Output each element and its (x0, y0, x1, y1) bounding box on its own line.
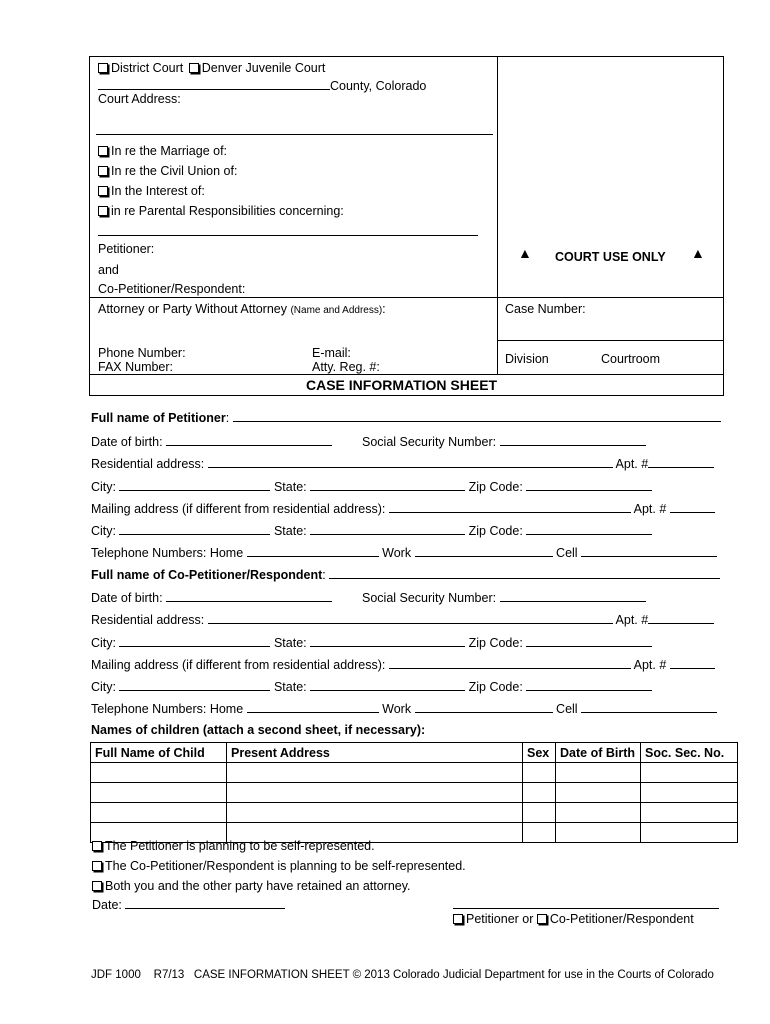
child-sex-cell[interactable] (523, 823, 556, 843)
table-row (91, 783, 738, 803)
in-re-marriage: In re the Marriage of: (98, 144, 227, 158)
child-ssn-cell[interactable] (641, 803, 738, 823)
co-petitioner-self-checkbox[interactable] (92, 861, 102, 871)
fax-label: FAX Number: (98, 360, 174, 374)
child-name-cell[interactable] (91, 803, 227, 823)
petitioner-label: Petitioner: (98, 242, 155, 256)
civil-union-checkbox[interactable] (98, 166, 108, 176)
petitioner-residential-field[interactable] (208, 455, 613, 468)
date-row: Date: (92, 896, 285, 912)
child-name-cell[interactable] (91, 763, 227, 783)
child-dob-cell[interactable] (556, 803, 641, 823)
arrow-up-icon: ▲ (518, 245, 532, 261)
caption-divider-title (89, 374, 724, 375)
attorney-label: Attorney or Party Without Attorney (Name and Address): (98, 302, 386, 316)
child-dob-cell[interactable] (556, 783, 641, 803)
child-ssn-cell[interactable] (641, 783, 738, 803)
petitioner-home-phone-field[interactable] (247, 544, 379, 557)
petitioner-self-represented: The Petitioner is planning to be self-represented. (92, 839, 375, 853)
petitioner-full-name-field[interactable] (233, 409, 721, 422)
column-header: Present Address (227, 743, 523, 763)
petitioner-dob-field[interactable] (166, 433, 332, 446)
co-petitioner-apt-field[interactable] (648, 611, 714, 624)
both-attorney: Both you and the other party have retained an attorney. (92, 879, 411, 893)
child-address-cell[interactable] (227, 763, 523, 783)
child-ssn-cell[interactable] (641, 763, 738, 783)
petitioner-state-field[interactable] (310, 478, 465, 491)
column-header: Soc. Sec. No. (641, 743, 738, 763)
child-sex-cell[interactable] (523, 803, 556, 823)
petitioner-city2-field[interactable] (119, 522, 270, 535)
co-petitioner-dob-field[interactable] (166, 589, 332, 602)
petitioner-mailing-field[interactable] (389, 500, 631, 513)
parental-checkbox[interactable] (98, 206, 108, 216)
table-header-row (91, 743, 738, 763)
petitioner-ssn-field[interactable] (500, 433, 646, 446)
column-header: Date of Birth (556, 743, 641, 763)
co-petitioner-mailing-row: Mailing address (if different from residential address): Apt. # (91, 656, 715, 672)
petitioner-full-name-row: Full name of Petitioner: (91, 409, 721, 425)
co-petitioner-state2-field[interactable] (310, 678, 465, 691)
co-petitioner-ssn-field[interactable] (500, 589, 646, 602)
signature-line[interactable] (453, 908, 719, 909)
district-court-checkbox[interactable] (98, 63, 108, 73)
case-number-label: Case Number: (505, 302, 586, 316)
county-line: County, Colorado (98, 77, 426, 93)
petitioner-city2-row: City: State: Zip Code: (91, 522, 652, 538)
co-petitioner-telephone-row: Telephone Numbers: Home Work Cell (91, 700, 717, 716)
co-petitioner-ssn-row: Social Security Number: (362, 589, 646, 605)
table-row (91, 763, 738, 783)
co-petitioner-residential-row: Residential address: Apt. # (91, 611, 714, 627)
in-interest: In the Interest of: (98, 184, 205, 198)
petitioner-zip-field[interactable] (526, 478, 652, 491)
marriage-checkbox[interactable] (98, 146, 108, 156)
co-petitioner-state-field[interactable] (310, 634, 465, 647)
both-attorney-checkbox[interactable] (92, 881, 102, 891)
co-petitioner-label: Co-Petitioner/Respondent: (98, 282, 246, 296)
court-type-line: District Court Denver Juvenile Court (98, 61, 325, 75)
co-petitioner-cell-phone-field[interactable] (581, 700, 717, 713)
co-petitioner-full-name-field[interactable] (329, 566, 720, 579)
caption-divider-vertical (497, 56, 498, 374)
petitioner-residential-row: Residential address: Apt. # (91, 455, 714, 471)
petitioner-work-phone-field[interactable] (415, 544, 553, 557)
petitioner-mailing-apt-field[interactable] (670, 500, 715, 513)
caption-divider-case (497, 340, 724, 341)
in-re-parental: in re Parental Responsibilities concerning: (98, 204, 344, 218)
email-label: E-mail: (312, 346, 351, 360)
column-header: Full Name of Child (91, 743, 227, 763)
petitioner-cell-phone-field[interactable] (581, 544, 717, 557)
co-petitioner-signer-checkbox[interactable] (537, 914, 547, 924)
court-address-field[interactable] (96, 134, 493, 135)
court-address-label: Court Address: (98, 92, 181, 106)
court-use-only-label: COURT USE ONLY (555, 250, 666, 264)
in-re-civil-union: In re the Civil Union of: (98, 164, 237, 178)
date-field[interactable] (125, 896, 285, 909)
county-field[interactable] (98, 77, 330, 90)
column-header: Sex (523, 743, 556, 763)
co-petitioner-zip2-field[interactable] (526, 678, 652, 691)
petitioner-state2-field[interactable] (310, 522, 465, 535)
petitioner-ssn-row: Social Security Number: (362, 433, 646, 449)
footer: JDF 1000 R7/13 CASE INFORMATION SHEET © 2013 Colorado Judicial Department for use in the Courts of Colorado (91, 969, 714, 981)
petitioner-city-row: City: State: Zip Code: (91, 478, 652, 494)
co-petitioner-residential-field[interactable] (208, 611, 613, 624)
petitioner-zip2-field[interactable] (526, 522, 652, 535)
co-petitioner-dob-row: Date of birth: (91, 589, 332, 605)
page-title: CASE INFORMATION SHEET (306, 377, 498, 393)
co-petitioner-city-field[interactable] (119, 634, 270, 647)
caption-box (89, 56, 724, 396)
petitioner-self-checkbox[interactable] (92, 841, 102, 851)
co-petitioner-full-name-row: Full name of Co-Petitioner/Respondent: (91, 566, 720, 582)
interest-checkbox[interactable] (98, 186, 108, 196)
co-petitioner-zip-field[interactable] (526, 634, 652, 647)
child-sex-cell[interactable] (523, 783, 556, 803)
division-label: Division (505, 352, 549, 366)
child-name-cell[interactable] (91, 783, 227, 803)
parties-field[interactable] (98, 235, 478, 236)
child-address-cell[interactable] (227, 803, 523, 823)
petitioner-telephone-row: Telephone Numbers: Home Work Cell (91, 544, 717, 560)
co-petitioner-city2-row: City: State: Zip Code: (91, 678, 652, 694)
signer-selection: Petitioner or Co-Petitioner/Respondent (453, 912, 694, 926)
child-dob-cell[interactable] (556, 823, 641, 843)
phone-label: Phone Number: (98, 346, 186, 360)
co-petitioner-city2-field[interactable] (119, 678, 270, 691)
petitioner-city-field[interactable] (119, 478, 270, 491)
courtroom-label: Courtroom (601, 352, 661, 366)
child-sex-cell[interactable] (523, 763, 556, 783)
child-ssn-cell[interactable] (641, 823, 738, 843)
co-petitioner-self-represented: The Co-Petitioner/Respondent is planning to be self-represented. (92, 859, 466, 873)
caption-divider-attorney (89, 297, 724, 298)
children-heading: Names of children (attach a second sheet, if necessary): (91, 723, 426, 737)
co-petitioner-work-phone-field[interactable] (415, 700, 553, 713)
arrow-up-icon: ▲ (691, 245, 705, 261)
table-row (91, 803, 738, 823)
child-address-cell[interactable] (227, 783, 523, 803)
co-petitioner-city-row: City: State: Zip Code: (91, 634, 652, 650)
co-petitioner-home-phone-field[interactable] (247, 700, 379, 713)
children-table (90, 742, 738, 843)
petitioner-apt-field[interactable] (648, 455, 714, 468)
co-petitioner-mailing-apt-field[interactable] (670, 656, 715, 669)
atty-reg-label: Atty. Reg. #: (312, 360, 380, 374)
child-dob-cell[interactable] (556, 763, 641, 783)
petitioner-mailing-row: Mailing address (if different from residential address): Apt. # (91, 500, 715, 516)
and-label: and (98, 263, 119, 277)
petitioner-signer-checkbox[interactable] (453, 914, 463, 924)
co-petitioner-mailing-field[interactable] (389, 656, 631, 669)
petitioner-dob-row: Date of birth: (91, 433, 332, 449)
denver-juvenile-court-checkbox[interactable] (189, 63, 199, 73)
